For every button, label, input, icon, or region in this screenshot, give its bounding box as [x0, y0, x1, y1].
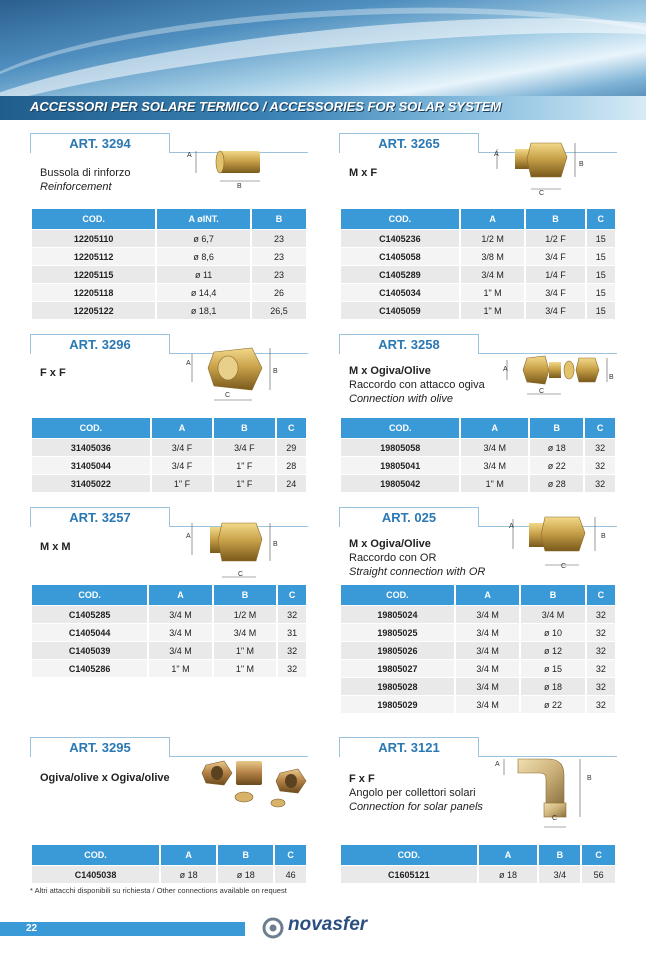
product-description — [349, 537, 485, 579]
dimension-a-label: A — [509, 523, 514, 530]
desc-line: Raccordo con OR — [349, 552, 437, 564]
column-header: B — [539, 845, 580, 865]
table-row — [32, 301, 306, 319]
cell: C1405034 — [341, 283, 459, 301]
column-header: A øINT. — [157, 209, 250, 229]
cell: C1405286 — [32, 659, 147, 677]
column-header: A — [152, 418, 212, 438]
column-header: B — [530, 418, 583, 438]
table-row — [341, 865, 615, 883]
cell: 1" F — [214, 456, 274, 474]
art-label: ART. 3295 — [30, 737, 170, 757]
spec-table — [30, 418, 308, 492]
column-header: COD. — [32, 418, 150, 438]
art-label: ART. 3265 — [339, 133, 479, 153]
cell: 56 — [582, 865, 615, 883]
cell: 3/4 M — [461, 265, 525, 283]
column-header: A — [149, 585, 211, 605]
cell: 1" F — [214, 474, 274, 492]
table-row — [32, 438, 306, 456]
or-fitting-image — [499, 509, 617, 579]
cell: ø 6,7 — [157, 229, 250, 247]
cell: 1" F — [152, 474, 212, 492]
cell: 32 — [585, 456, 615, 474]
desc-line: Ogiva/olive x Ogiva/olive — [40, 772, 170, 784]
product-description — [40, 366, 66, 380]
column-header: A — [479, 845, 538, 865]
column-header: B — [526, 209, 584, 229]
art-label: ART. 3294 — [30, 133, 170, 153]
spec-table — [339, 585, 617, 713]
cell: 32 — [587, 623, 615, 641]
cell: 12205110 — [32, 229, 155, 247]
cell: 12205118 — [32, 283, 155, 301]
cell: C1605121 — [341, 865, 477, 883]
table-row — [32, 623, 306, 641]
cell: 1" M — [214, 659, 276, 677]
desc-line: Raccordo con attacco ogiva — [349, 379, 485, 391]
cell: 1/2 M — [214, 605, 276, 623]
desc-line: Connection with olive — [349, 393, 453, 405]
cell: 32 — [278, 605, 306, 623]
page-number: 22 — [26, 923, 38, 934]
cell: ø 15 — [521, 659, 584, 677]
cell: C1405289 — [341, 265, 459, 283]
product-block-025 — [339, 507, 617, 725]
desc-line: M x Ogiva/Olive — [349, 538, 431, 550]
dimension-c-label: C — [539, 190, 545, 197]
column-header: COD. — [32, 209, 155, 229]
dimension-b-label: B — [587, 775, 592, 782]
cell: 3/4 M — [521, 605, 584, 623]
dimension-b-label: B — [601, 533, 606, 540]
cell: 26 — [252, 283, 306, 301]
cell: 3/4 M — [456, 641, 519, 659]
column-header: A — [461, 418, 528, 438]
double-olive-fitting-image — [200, 755, 310, 815]
table-row — [32, 605, 306, 623]
desc-line: M x F — [349, 167, 378, 179]
table-row — [32, 641, 306, 659]
cell: 15 — [587, 229, 615, 247]
cell: 12205112 — [32, 247, 155, 265]
table-header-row — [32, 585, 306, 605]
cell: 3/4 M — [149, 605, 211, 623]
dimension-a-label: A — [186, 533, 191, 540]
dimension-b-label: B — [237, 183, 242, 190]
table-row — [32, 265, 306, 283]
desc-line: Angolo per collettori solari — [349, 787, 476, 799]
spec-table — [30, 845, 308, 883]
product-block-3296 — [30, 334, 308, 494]
cell: 3/4 — [539, 865, 580, 883]
table-row — [341, 605, 615, 623]
cell: 29 — [277, 438, 307, 456]
cell: 32 — [587, 641, 615, 659]
column-header: B — [214, 585, 276, 605]
cell: 1" M — [214, 641, 276, 659]
desc-line: M x M — [40, 541, 71, 553]
cell: ø 22 — [530, 456, 583, 474]
cell: 31405044 — [32, 456, 150, 474]
dimension-b-label: B — [579, 161, 584, 168]
cell: 32 — [587, 659, 615, 677]
cell: 15 — [587, 283, 615, 301]
olive-fitting-image — [499, 348, 617, 408]
cell: C1405236 — [341, 229, 459, 247]
dimension-a-label: A — [503, 366, 508, 373]
cell: 1" M — [461, 301, 525, 319]
dimension-a-label: A — [187, 152, 192, 159]
column-header: A — [461, 209, 525, 229]
cell: 3/4 F — [214, 438, 274, 456]
cell: ø 18 — [521, 677, 584, 695]
cell: 32 — [585, 438, 615, 456]
table-row — [341, 474, 615, 492]
cell: 24 — [277, 474, 307, 492]
art-label: ART. 3258 — [339, 334, 479, 354]
cell: 3/4 M — [214, 623, 276, 641]
table-header-row — [32, 845, 306, 865]
cell: 19805042 — [341, 474, 459, 492]
cell: C1405058 — [341, 247, 459, 265]
product-description — [349, 772, 483, 814]
cell: 23 — [252, 229, 306, 247]
mm-fitting-image — [182, 517, 292, 587]
table-header-row — [32, 209, 306, 229]
desc-line: M x Ogiva/Olive — [349, 365, 431, 377]
table-row — [341, 641, 615, 659]
table-row — [341, 659, 615, 677]
product-block-3257 — [30, 507, 308, 687]
table-row — [341, 438, 615, 456]
desc-line: Straight connection with OR — [349, 566, 486, 578]
column-header: COD. — [341, 209, 459, 229]
column-header: B — [252, 209, 306, 229]
dimension-b-label: B — [273, 541, 278, 548]
elbow-fitting-image — [494, 751, 614, 837]
cell: 3/4 M — [461, 438, 528, 456]
column-header: A — [456, 585, 519, 605]
table-row — [32, 229, 306, 247]
product-block-3121 — [339, 737, 617, 882]
cell: 1" M — [149, 659, 211, 677]
cell: 12205115 — [32, 265, 155, 283]
cell: 15 — [587, 247, 615, 265]
product-block-3295 — [30, 737, 308, 882]
column-header: B — [218, 845, 273, 865]
column-header: B — [214, 418, 274, 438]
cell: 3/4 M — [149, 641, 211, 659]
cell: 3/8 M — [461, 247, 525, 265]
column-header: COD. — [341, 845, 477, 865]
table-header-row — [341, 418, 615, 438]
product-description — [349, 166, 377, 180]
cell: ø 18 — [479, 865, 538, 883]
cell: 32 — [278, 641, 306, 659]
cell: C1405038 — [32, 865, 159, 883]
table-row — [32, 474, 306, 492]
cell: 3/4 F — [152, 438, 212, 456]
cell: ø 22 — [521, 695, 584, 713]
dimension-b-label: B — [609, 374, 614, 381]
column-header: C — [278, 585, 306, 605]
art-label: ART. 025 — [339, 507, 479, 527]
product-block-3265 — [339, 133, 617, 323]
product-description — [349, 364, 485, 406]
cell: 3/4 F — [526, 247, 584, 265]
spec-table — [30, 209, 308, 319]
dimension-a-label: A — [495, 761, 500, 768]
column-header: C — [587, 209, 615, 229]
cell: 19805027 — [341, 659, 454, 677]
cell: C1405044 — [32, 623, 147, 641]
table-header-row — [341, 845, 615, 865]
cell: 3/4 F — [526, 301, 584, 319]
column-header: COD. — [32, 585, 147, 605]
table-row — [32, 659, 306, 677]
cell: 1" M — [461, 283, 525, 301]
dimension-a-label: A — [494, 151, 499, 158]
spec-table — [339, 418, 617, 492]
cell: 26,5 — [252, 301, 306, 319]
table-row — [341, 283, 615, 301]
cell: 3/4 F — [152, 456, 212, 474]
cell: ø 18 — [218, 865, 273, 883]
cell: 3/4 M — [456, 605, 519, 623]
cell: 46 — [275, 865, 306, 883]
table-row — [32, 865, 306, 883]
table-header-row — [341, 209, 615, 229]
table-row — [32, 456, 306, 474]
cell: 1/4 F — [526, 265, 584, 283]
column-header: COD. — [32, 845, 159, 865]
product-description — [40, 771, 170, 785]
cell: 28 — [277, 456, 307, 474]
column-header: C — [277, 418, 307, 438]
cell: ø 10 — [521, 623, 584, 641]
cell: 32 — [587, 695, 615, 713]
cell: 32 — [587, 677, 615, 695]
cell: ø 14,4 — [157, 283, 250, 301]
cell: 31405022 — [32, 474, 150, 492]
cell: C1405039 — [32, 641, 147, 659]
desc-line: Bussola di rinforzo — [40, 167, 131, 179]
cell: 19805025 — [341, 623, 454, 641]
table-row — [341, 623, 615, 641]
cell: 19805058 — [341, 438, 459, 456]
brand-name: novasfer — [288, 914, 368, 935]
cell: 19805029 — [341, 695, 454, 713]
dimension-c-label: C — [539, 388, 545, 395]
cell: 3/4 M — [456, 659, 519, 677]
product-description — [40, 540, 71, 554]
table-row — [341, 301, 615, 319]
table-row — [341, 695, 615, 713]
table-row — [32, 283, 306, 301]
desc-line: F x F — [40, 367, 66, 379]
dimension-c-label: C — [561, 563, 567, 570]
column-header: C — [275, 845, 306, 865]
column-header: A — [161, 845, 216, 865]
cell: 12205122 — [32, 301, 155, 319]
cell: 32 — [587, 605, 615, 623]
dimension-c-label: C — [552, 815, 558, 822]
column-header: COD. — [341, 585, 454, 605]
table-row — [341, 229, 615, 247]
cell: 3/4 M — [461, 456, 528, 474]
cell: 3/4 F — [526, 283, 584, 301]
cell: ø 18,1 — [157, 301, 250, 319]
cell: C1405285 — [32, 605, 147, 623]
cell: C1405059 — [341, 301, 459, 319]
column-header: C — [587, 585, 615, 605]
table-row — [341, 456, 615, 474]
cell: 31 — [278, 623, 306, 641]
column-header: B — [521, 585, 584, 605]
brand-logo-icon — [262, 917, 286, 941]
cell: 3/4 M — [456, 695, 519, 713]
table-header-row — [341, 585, 615, 605]
desc-line: Connection for solar panels — [349, 801, 483, 813]
cell: ø 8,6 — [157, 247, 250, 265]
table-row — [341, 677, 615, 695]
cell: 3/4 M — [456, 677, 519, 695]
art-label: ART. 3257 — [30, 507, 170, 527]
dimension-b-label: B — [273, 368, 278, 375]
art-label: ART. 3121 — [339, 737, 479, 757]
art-header — [30, 737, 308, 757]
art-label: ART. 3296 — [30, 334, 170, 354]
table-row — [341, 265, 615, 283]
page-title: ACCESSORI PER SOLARE TERMICO / ACCESSORIES FOR SOLAR SYSTEM — [30, 99, 502, 114]
product-block-3258 — [339, 334, 617, 494]
cell: 19805024 — [341, 605, 454, 623]
cell: ø 18 — [530, 438, 583, 456]
cell: 23 — [252, 247, 306, 265]
desc-line: F x F — [349, 773, 375, 785]
cell: ø 18 — [161, 865, 216, 883]
column-header: C — [585, 418, 615, 438]
cell: 1" M — [461, 474, 528, 492]
cell: 31405036 — [32, 438, 150, 456]
cell: 23 — [252, 265, 306, 283]
dimension-a-label: A — [186, 360, 191, 367]
cell: 19805026 — [341, 641, 454, 659]
cell: 15 — [587, 301, 615, 319]
dimension-c-label: C — [238, 571, 244, 578]
cell: 3/4 M — [456, 623, 519, 641]
footnote: * Altri attacchi disponibili su richiesta / Other connections available on request — [30, 886, 287, 895]
column-header: C — [582, 845, 615, 865]
cell: ø 28 — [530, 474, 583, 492]
column-header: COD. — [341, 418, 459, 438]
product-description — [40, 166, 131, 194]
cell: 1/2 M — [461, 229, 525, 247]
spec-table — [339, 845, 617, 883]
dimension-c-label: C — [225, 392, 231, 399]
table-row — [32, 247, 306, 265]
spec-table — [30, 585, 308, 677]
cell: 3/4 M — [149, 623, 211, 641]
product-block-3294 — [30, 133, 308, 323]
table-header-row — [32, 418, 306, 438]
cell: 32 — [585, 474, 615, 492]
cell: 19805028 — [341, 677, 454, 695]
desc-line: Reinforcement — [40, 181, 112, 193]
cell: ø 12 — [521, 641, 584, 659]
table-row — [341, 247, 615, 265]
cell: ø 11 — [157, 265, 250, 283]
ffnut-fitting-image — [182, 344, 292, 410]
spec-table — [339, 209, 617, 319]
cell: 32 — [278, 659, 306, 677]
cell: 1/2 F — [526, 229, 584, 247]
cell: 15 — [587, 265, 615, 283]
cell: 19805041 — [341, 456, 459, 474]
